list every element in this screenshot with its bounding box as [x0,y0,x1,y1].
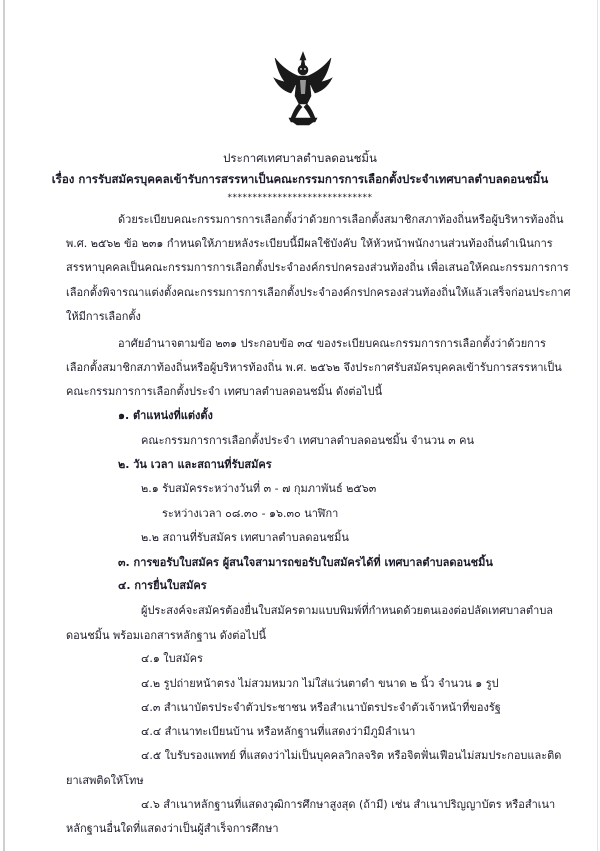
authority-line: เลือกตั้งสมาชิกสภาท้องถิ่นหรือผู้บริหารท้องถิ่น พ.ศ. ๒๕๖๒ จึงประกาศรับสมัครบุคคลเข้ารับการสรรหาเป็น [66,360,562,374]
authority-line: คณะกรรมการการเลือกตั้งประจำ เทศบาลตำบลดอนชมิ้น ดังต่อไปนี้ [66,385,383,399]
document-title: ประกาศเทศบาลตำบลดอนชมิ้น [223,151,377,165]
section-2-heading: ๒. วัน เวลา และสถานที่รับสมัคร [118,458,272,472]
section-2-2: ๒.๒ สถานที่รับสมัคร เทศบาลตำบลดอนชมิ้น [141,531,349,545]
section-4-intro: ผู้ประสงค์จะสมัครต้องยื่นใบสมัครตามแบบพิมพ์ที่กำหนดด้วยตนเองต่อปลัดเทศบาลตำบล [141,604,554,618]
intro-line: ให้มีการเลือกตั้ง [66,309,141,323]
section-1-text: คณะกรรมการการเลือกตั้งประจำ เทศบาลตำบลดอนชมิ้น จำนวน ๓ คน [141,433,475,447]
title-divider: ***************************** [227,193,373,203]
list-item: ๔.๖ สำเนาหลักฐานที่แสดงวุฒิการศึกษาสูงสุด (ถ้ามี) เช่น สำเนาปริญญาบัตร หรือสำเนา [141,797,556,811]
list-item: ๔.๑ ใบสมัคร [141,652,203,666]
authority-line: อาศัยอำนาจตามข้อ ๒๓๑ ประกอบข้อ ๓๔ ของระเบียบคณะกรรมการการเลือกตั้งว่าด้วยการ [118,336,546,350]
list-item: ๔.๓ สำเนาบัตรประจำตัวประชาชน หรือสำเนาบัตรประจำตัวเจ้าหน้าที่ของรัฐ [141,700,501,714]
garuda-emblem-icon [271,50,335,126]
scan-edge-right [597,0,598,851]
scan-edge-left [3,0,5,851]
intro-line: สรรหาบุคคลเป็นคณะกรรมการการเลือกตั้งประจำองค์กรปกครองส่วนท้องถิ่น เพื่อเสนอให้คณะกรรมการการ [66,261,569,275]
intro-line: เลือกตั้งพิจารณาแต่งตั้งคณะกรรมการการเลือกตั้งประจำองค์กรปกครองส่วนท้องถิ่นให้แล้วเสร็จก่อนประกาศ [66,286,571,299]
intro-line: ด้วยระเบียบคณะกรรมการการเลือกตั้งว่าด้วยการเลือกตั้งสมาชิกสภาท้องถิ่นหรือผู้บริหารท้องถิ่น [118,213,564,226]
list-item: หลักฐานอื่นใดที่แสดงว่าเป็นผู้สำเร็จการศึกษา [66,822,279,835]
section-4-intro: ดอนชมิ้น พร้อมเอกสารหลักฐาน ดังต่อไปนี้ [66,628,267,642]
section-2-1-time: ระหว่างเวลา ๐๘.๓๐ - ๑๖.๓๐ นาฬิกา [162,506,339,520]
section-3-heading: ๓. การขอรับใบสมัคร ผู้สนใจสามารถขอรับใบสมัครได้ที่ เทศบาลตำบลดอนชมิ้น [118,555,493,569]
list-item: ๔.๒ รูปถ่ายหน้าตรง ไม่สวมหมวก ไม่ใส่แว่นตาดำ ขนาด ๒ นิ้ว จำนวน ๑ รูป [141,677,499,690]
list-item: ๔.๕ ใบรับรองแพทย์ ที่แสดงว่าไม่เป็นบุคคลวิกลจริต หรือจิตฟั่นเฟือนไม่สมประกอบและติด [141,749,562,763]
section-2-1: ๒.๑ รับสมัครระหว่างวันที่ ๓ - ๗ กุมภาพันธ์ ๒๕๖๓ [141,481,377,495]
section-1-heading: ๑. ตำแหน่งที่แต่งตั้ง [118,409,213,422]
intro-line: พ.ศ. ๒๕๖๒ ข้อ ๒๓๑ กำหนดให้ภายหลังระเบียบนี้มีผลใช้บังคับ ให้หัวหน้าพนักงานส่วนท้องถิ่นดำเนินการ [66,236,553,250]
document-subject: เรื่อง การรับสมัครบุคคลเข้ารับการสรรหาเป็นคณะกรรมการการเลือกตั้งประจำเทศบาลตำบลดอนชมิ้น [51,172,549,186]
list-item: ยาเสพติดให้โทษ [66,773,144,787]
section-4-heading: ๔. การยื่นใบสมัคร [118,579,207,593]
list-item: ๔.๔ สำเนาทะเบียนบ้าน หรือหลักฐานที่แสดงว่ามีภูมิลำเนา [141,725,416,739]
